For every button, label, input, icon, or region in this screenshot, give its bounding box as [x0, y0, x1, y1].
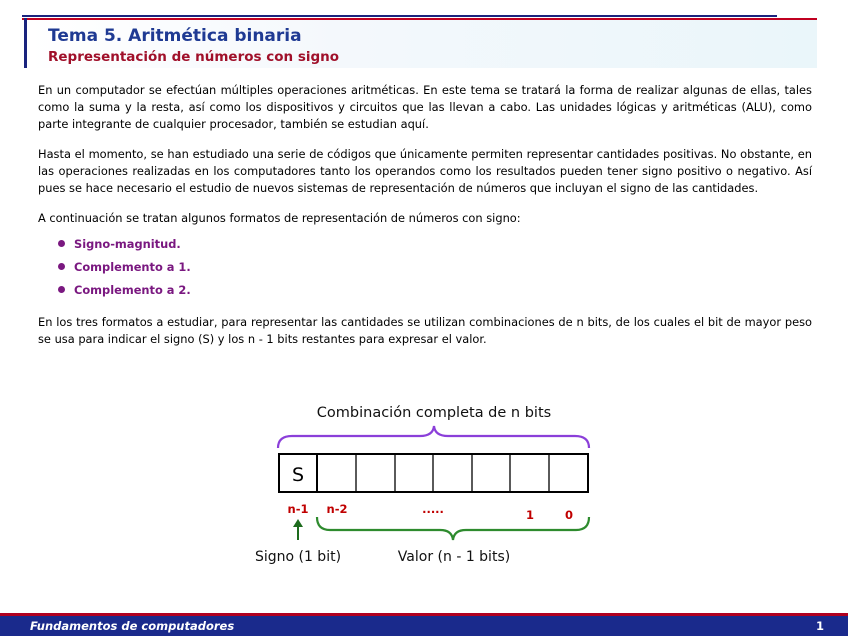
bottom-brace [317, 517, 589, 540]
value-bits-label: Valor (n - 1 bits) [397, 549, 511, 565]
index-next: n-2 [326, 502, 348, 516]
paragraph-closing: En los tres formatos a estudiar, para representar las cantidades se utilizan combinaciones de n bits, de los cuales el bit de mayor peso se usa para indicar el signo (S) y los n - 1 bits restantes para expresar el valor. [38, 315, 812, 346]
diagram-top-label: Combinación completa de n bits [316, 405, 552, 421]
slide-title: Tema 5. Aritmética binaria [48, 26, 302, 46]
up-arrow-icon [293, 519, 303, 540]
bit-register [279, 454, 588, 492]
slide-subtitle: Representación de números con signo [48, 49, 340, 65]
sign-bit-cell: S [291, 464, 305, 486]
index-one: 1 [525, 508, 535, 522]
paragraph-formats-intro: A continuación se tratan algunos formatos de representación de números con signo: [38, 211, 521, 225]
top-brace [278, 426, 589, 448]
format-item-signo-magnitud: Signo-magnitud. [58, 233, 812, 256]
index-msb: n-1 [287, 502, 309, 516]
page-number: 1 [815, 619, 824, 633]
index-zero: 0 [564, 508, 574, 522]
footer-course-name: Fundamentos de computadores [30, 619, 235, 633]
paragraph-codes: Hasta el momento, se han estudiado una serie de códigos que únicamente permiten representar cantidades positivas. No obstante, en las operaciones realizadas en los computadores tanto los operandos como los resultados pueden tener signo positivo o negativo. Así pues se hace necesario el estudio de nuevos sistemas de representación de números que incluyan el signo de las cantidades. [38, 147, 812, 195]
format-item-complemento-1: Complemento a 1. [58, 256, 812, 279]
paragraph-intro: En un computador se efectúan múltiples operaciones aritméticas. En este tema se tratará la forma de realizar algunas de ellas, tales como la suma y la resta, así como los dispositivos y circuitos que las llevan a cabo. Las unidades lógicas y aritméticas (ALU), como parte integrante de cualquier procesador, también se estudian aquí. [38, 83, 812, 131]
index-dots: ..... [422, 502, 444, 516]
sign-bit-label: Signo (1 bit) [254, 549, 342, 565]
format-item-complemento-2: Complemento a 2. [58, 279, 812, 302]
